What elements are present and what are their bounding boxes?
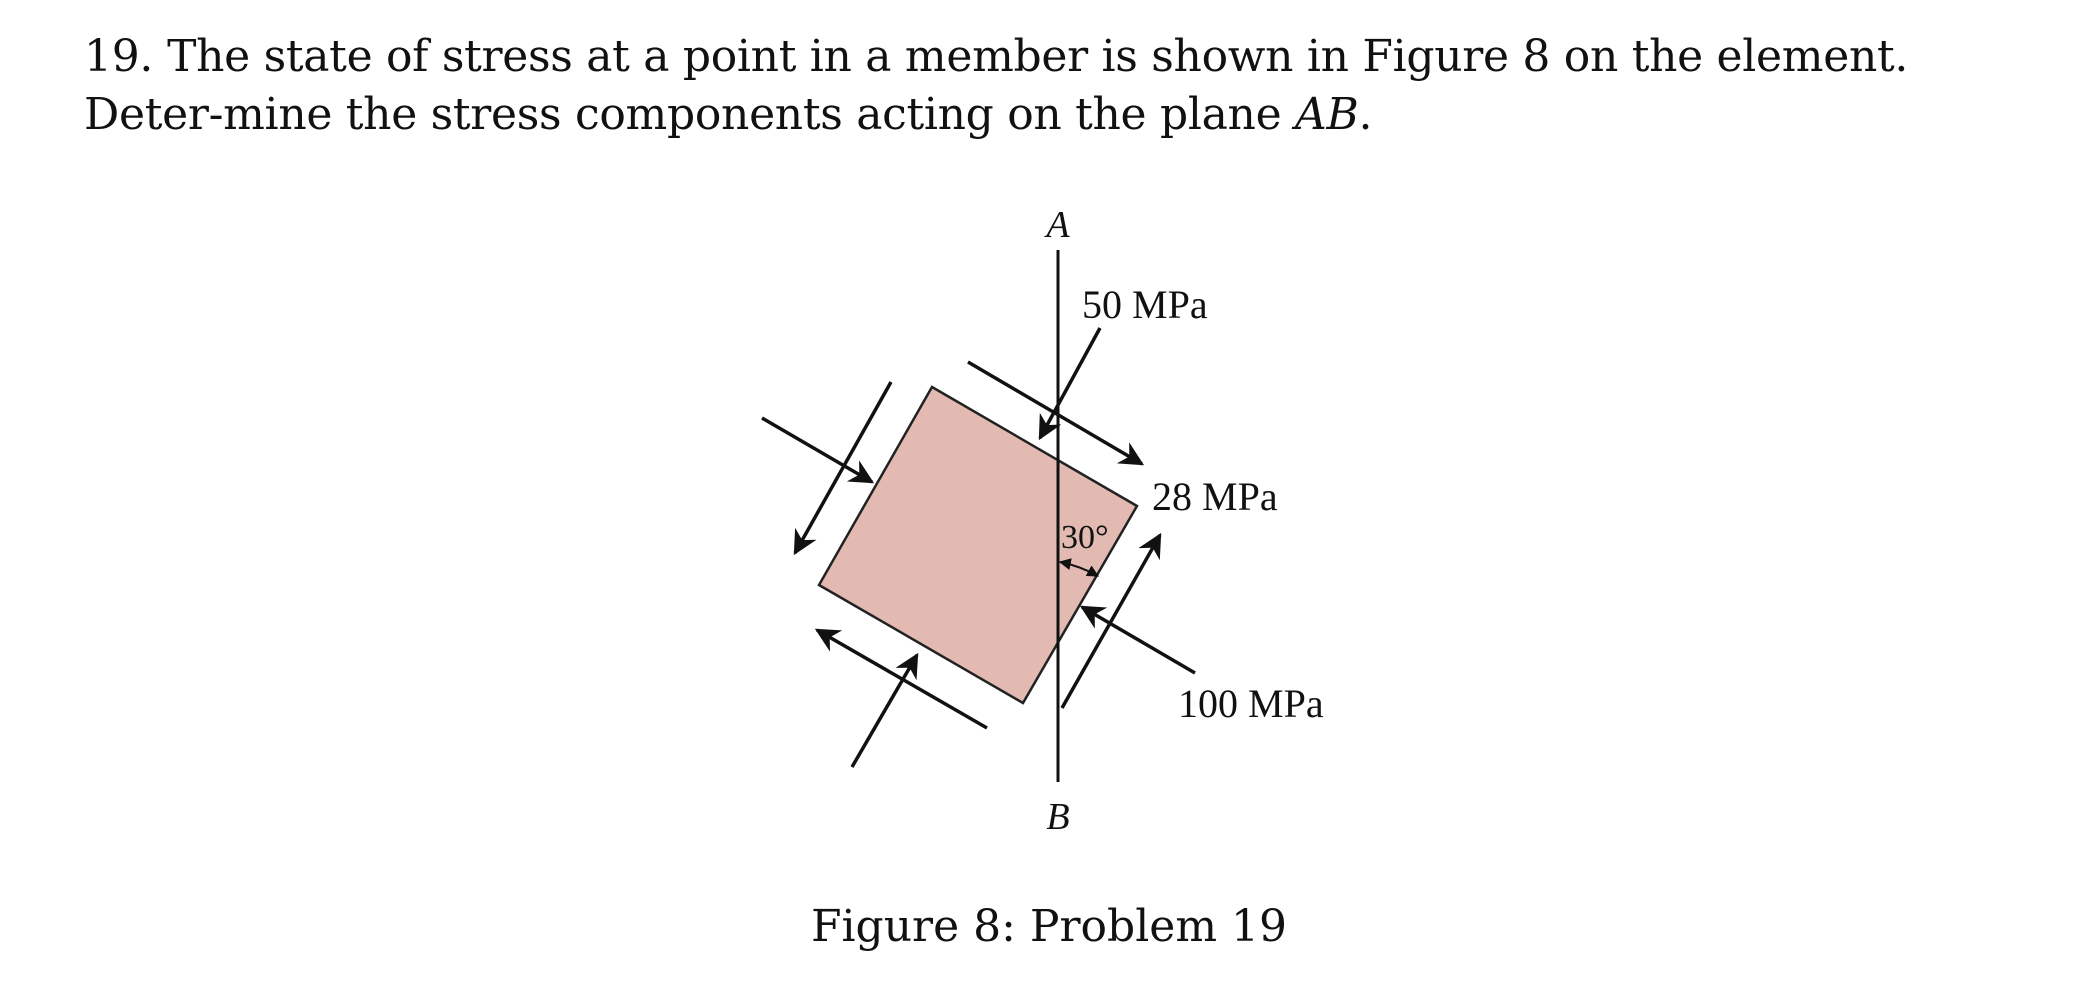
plane-name: AB (1295, 89, 1359, 140)
normal-stress-50-arrow-bottom (852, 655, 917, 767)
label-a: A (1046, 204, 1070, 246)
figure-caption: Figure 8: Problem 19 (810, 901, 1288, 952)
problem-text: The state of stress at a point in a member is shown in Figure 8 on the element. Deter-mine the stress components acting on the plane (84, 31, 1909, 140)
label-angle: 30° (1061, 519, 1109, 556)
label-b: B (1046, 796, 1070, 838)
label-100-mpa: 100 MPa (1178, 681, 1324, 726)
label-50-mpa: 50 MPa (1082, 282, 1208, 327)
problem-number: 19. (84, 31, 154, 82)
label-28-mpa: 28 MPa (1152, 474, 1278, 519)
problem-text-end: . (1358, 89, 1373, 140)
normal-stress-100-arrow-left (762, 418, 872, 482)
